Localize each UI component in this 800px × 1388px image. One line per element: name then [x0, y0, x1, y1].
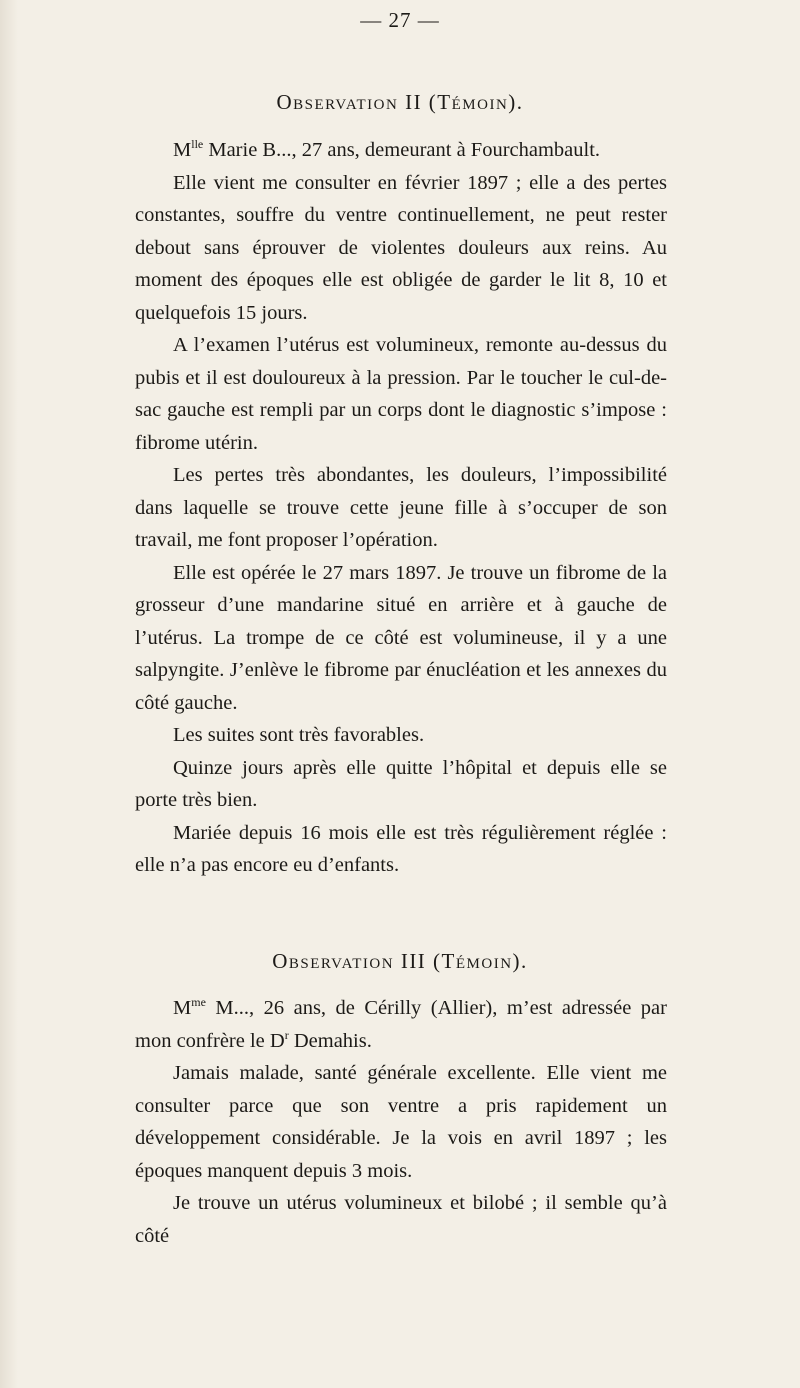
- observation-2-heading: Observation II (Témoin).: [276, 90, 524, 114]
- paragraph: Les pertes très abondantes, les douleurs, l’impossibilité dans laquelle se trouve cette jeune fille à s’occuper de son travail, me font proposer l’opération.: [135, 464, 667, 551]
- observation-3-body: [135, 992, 667, 1252]
- paragraph: Quinze jours après elle quitte l’hôpital et depuis elle se porte très bien.: [135, 756, 667, 811]
- page-number: — 27 —: [360, 8, 440, 32]
- observation-2-body: [135, 134, 667, 882]
- page-shadow: [0, 0, 18, 1388]
- observation-3-intro: $M^{me}$ M..., 26 ans, de Cérilly (Allier), m’est adressée par mon confrère le $D^r$ Demahis.: [135, 995, 667, 1052]
- paragraph: Je trouve un utérus volumineux et bilobé ; il semble qu’à côté: [135, 1192, 667, 1247]
- paragraph: A l’examen l’utérus est volumineux, remonte au-dessus du pubis et il est douloureux à la pression. Par le toucher le cul-de-sac gauche est rempli par un corps dont le diagnostic s’impose : fibrome utérin.: [135, 334, 667, 454]
- paragraph: Elle est opérée le 27 mars 1897. Je trouve un fibrome de la grosseur d’une mandarine situé en arrière et à gauche de l’utérus. La trompe de ce côté est volumineuse, il y a une salpyngite. J’enlève le fibrome par énucléation et les annexes du côté gauche.: [135, 561, 667, 714]
- paragraph: Les suites sont très favorables.: [173, 724, 425, 746]
- observation-2-intro: $M^{lle}$ Marie B..., 27 ans, demeurant à Fourchambault.: [173, 137, 601, 161]
- observation-3-heading: Observation III (Témoin).: [272, 949, 528, 973]
- paragraph: Jamais malade, santé générale excellente. Elle vient me consulter parce que son ventre a pris rapidement un développement considérable. Je la vois en avril 1897 ; les époques manquent depuis 3 mois.: [135, 1062, 667, 1182]
- paragraph: Elle vient me consulter en février 1897 ; elle a des pertes constantes, souffre du ventre continuellement, ne peut rester debout sans éprouver de violentes douleurs aux reins. Au moment des époques elle est obligée de garder le lit 8, 10 et quelquefois 15 jours.: [135, 171, 667, 324]
- paragraph: Mariée depuis 16 mois elle est très régulièrement réglée : elle n’a pas encore eu d’enfants.: [135, 821, 667, 876]
